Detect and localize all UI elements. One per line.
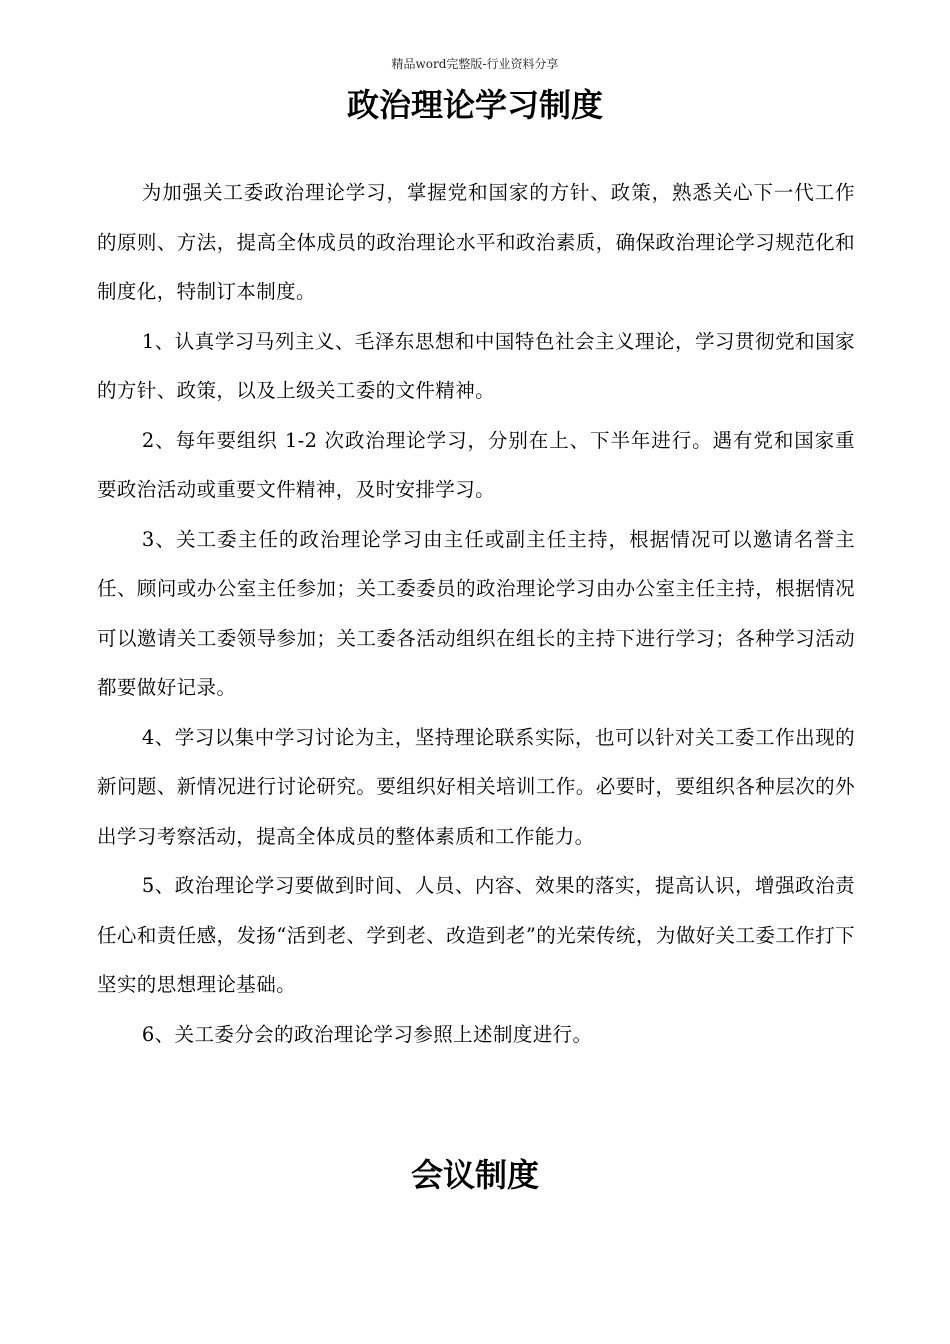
paragraph-item-4: 4、学习以集中学习讨论为主，坚持理论联系实际，也可以针对关工委工作出现的新问题、新情况进行讨论研究。要组织好相关培训工作。必要时，要组织各种层次的外出学习考察活动，提高全体成员的整体素质和工作能力。 xyxy=(97,725,855,848)
paragraph-item-5: 5、政治理论学习要做到时间、人员、内容、效果的落实，提高认识，增强政治责任心和责任感，发扬“活到老、学到老、改造到老”的光荣传统，为做好关工委工作打下坚实的思想理论基础。 xyxy=(97,874,855,996)
paragraph-item-2: 2、每年要组织 1-2 次政治理论学习，分别在上、下半年进行。遇有党和国家重要政治活动或重要文件精神，及时安排学习。 xyxy=(97,428,855,501)
paragraph-intro: 为加强关工委政治理论学习，掌握党和国家的方针、政策，熟悉关心下一代工作的原则、方法，提高全体成员的政治理论水平和政治素质，确保政治理论学习规范化和制度化，特制订本制度。 xyxy=(97,181,855,303)
paragraph-item-1: 1、认真学习马列主义、毛泽东思想和中国特色社会主义理论，学习贯彻党和国家的方针、政策，以及上级关工委的文件精神。 xyxy=(97,329,855,402)
paragraph-item-6: 6、关工委分会的政治理论学习参照上述制度进行。 xyxy=(141,1022,593,1046)
document-title: 政治理论学习制度 xyxy=(346,86,603,124)
next-section-title: 会议制度 xyxy=(410,1156,539,1194)
page-header: 精品word完整版-行业资料分享 xyxy=(391,57,559,71)
document-body xyxy=(97,168,855,1059)
paragraph-item-3: 3、关工委主任的政治理论学习由主任或副主任主持，根据情况可以邀请名誉主任、顾问或办公室主任参加；关工委委员的政治理论学习由办公室主任主持，根据情况可以邀请关工委领导参加；关工委各活动组织在组长的主持下进行学习；各种学习活动都要做好记录。 xyxy=(97,527,855,699)
